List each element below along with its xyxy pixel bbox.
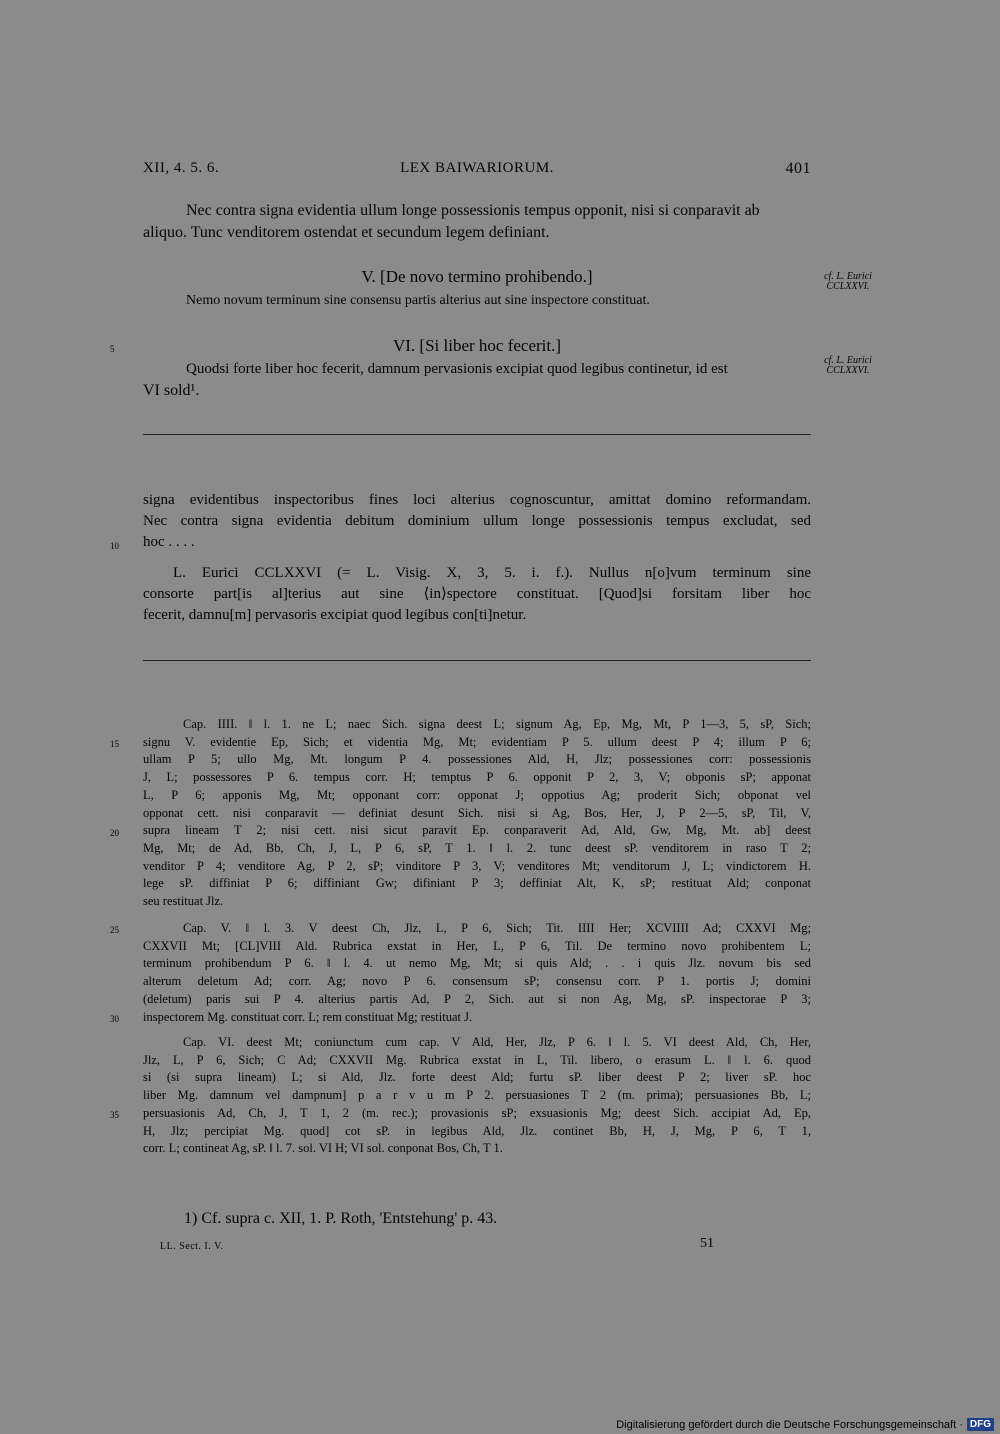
apparatus-line: L, P 6; apponis Mg, Mt; opponant corr: opponat J; oppotius Ag; proderit Sich; obponat vel — [143, 787, 811, 802]
credit-text: Digitalisierung gefördert durch die Deutsche Forschungsgemeinschaft · — [616, 1418, 963, 1431]
running-header — [143, 160, 811, 182]
header-title: LEX BAIWARIORUM. — [400, 160, 554, 176]
eurici-line: consorte part[is al]terius aut sine ⟨in⟩spectore constituat. [Quod]si forsitam liber hoc — [143, 586, 811, 602]
chapter-5-text: Nemo novum terminum sine consensu partis alterius aut sine inspectore constituat. — [186, 293, 650, 308]
printer-signature: LL. Sect. I. V. — [160, 1241, 224, 1252]
line-number: 5 — [110, 344, 115, 354]
margin-ref-line: CCLXXVI. — [826, 281, 870, 292]
text-line-2: aliquo. Tunc venditorem ostendat et secundum legem definiant. — [143, 224, 550, 241]
digitization-credit — [616, 1418, 994, 1431]
eurici-line: L. Eurici CCLXXVI (= L. Visig. X, 3, 5. i. f.). Nullus n[o]vum terminum sine — [173, 565, 811, 581]
apparatus-line: CXXVII Mt; [CL]VIII Ald. Rubrica exstat in Her, L, P 6, Til. De termino novo prohibentem L; — [143, 938, 811, 953]
margin-ref-line: cf. L. Eurici — [824, 355, 872, 366]
apparatus-line: persuasionis Ad, Ch, J, T 1, 2 (m. rec.); provasionis sP; exsuasionis Mg; deest Sich. accipiat Ad, Ep, — [143, 1105, 811, 1120]
comparison-line: Nec contra signa evidentia debitum dominium ullum longe possessionis tempus excludat, sed — [143, 513, 811, 529]
apparatus-line: J, L; possessores P 6. tempus corr. H; temptus P 6. opponit P 2, 3, V; obponis sP; apponat — [143, 770, 811, 785]
chapter-6-text-line-1: Quodsi forte liber hoc fecerit, damnum pervasionis excipiat quod legibus continetur, id est — [186, 361, 728, 377]
line-number: 15 — [110, 739, 119, 749]
text-line — [186, 200, 760, 222]
apparatus-line: ullam P 5; ullo Mg, Mt. longum P 4. possessiones Ald, H, Jlz; possessiones corr: possessionis — [143, 752, 811, 767]
apparatus-line: Cap. IIII. ‖ l. 1. ne L; naec Sich. signa deest L; signum Ag, Ep, Mg, Mt, P 1—3, 5, sP, Sich; — [183, 717, 811, 731]
apparatus-line: opponat cett. nisi conparavit — definiat desunt Sich. nisi si Ag, Bos, Her, J, P 2—5, sP, Til, V, — [143, 805, 811, 820]
apparatus-line: supra lineam T 2; nisi cett. nisi sicut paravit Ep. conparaverit Ad, Ald, Gw, Mg, Mt. ab] deest — [143, 823, 811, 838]
comparison-line: hoc . . . . — [143, 534, 195, 550]
margin-reference-cap5 — [813, 272, 883, 292]
page-number: 401 — [785, 160, 811, 177]
apparatus-line: venditor P 4; venditore Ag, P 2, sP; vinditore P 3, V; venditores Mt; venditorum J, L; vindictorem H. — [143, 858, 811, 873]
apparatus-line: H, Jlz; percipiat Mg. quod] cot sP. in legibus Ald, Jlz. continet Bb, H, J, Mg, P 6, T 1, — [143, 1123, 811, 1138]
footnote: 1) Cf. supra c. XII, 1. P. Roth, 'Entstehung' p. 43. — [184, 1210, 498, 1227]
line-number: 10 — [110, 541, 119, 551]
sheet-number: 51 — [700, 1236, 714, 1251]
apparatus-line: si (si supra lineam) L; si Ald, Jlz. forte deest Ald; furtu sP. liber deest P 2; liver sP. hoc — [143, 1070, 811, 1085]
apparatus-line: alterum deletum Ad; corr. Ag; novo P 6. consensum sP; consensu corr. P 1. portis J; domini — [143, 974, 811, 989]
apparatus-line: corr. L; contineat Ag, sP. ‖ l. 7. sol. VI H; VI sol. conponat Bos, Ch, T 1. — [143, 1141, 503, 1156]
text-line-1: Nec contra signa evidentia ullum longe possessionis tempus opponit, nisi si conparavit ab — [186, 202, 760, 219]
apparatus-line: inspectorem Mg. constituat corr. L; rem constituat Mg; restituat J. — [143, 1009, 473, 1024]
chapter-5-heading: V. [De novo termino prohibendo.] — [361, 267, 593, 286]
comparison-text — [143, 490, 811, 553]
apparatus-line: Cap. V. ‖ l. 3. V deest Ch, Jlz, L, P 6, Sich; Tit. IIII Her; XCVIIII Ad; CXXVI Mg; — [183, 921, 811, 935]
eurici-line: fecerit, damnu[m] pervasoris excipiat quod legibus con[ti]netur. — [143, 607, 527, 623]
apparatus-cap6 — [143, 1034, 811, 1158]
margin-reference-cap6 — [813, 356, 883, 376]
margin-ref-line: cf. L. Eurici — [824, 271, 872, 282]
apparatus-line: Jlz, L, P 6, Sich; C Ad; CXXVII Mg. Rubrica exstat in L, Til. libero, o erasum L. ‖ l. 6. quod — [143, 1052, 811, 1067]
apparatus-cap4 — [143, 716, 811, 911]
eurici-text — [143, 563, 811, 626]
apparatus-line: liber Mg. damnum vel dampnum] p a r v u m P 2. persuasiones T 2 (m. prima); persuasiones Bb, L; — [143, 1088, 811, 1103]
line-number: 25 — [110, 925, 119, 935]
apparatus-line: Mg, Mt; de Ad, Bb, Ch, J, L, P 6, sP, T 1. ‖ l. 2. tunc deest sP. venditorem in raso T 2; — [143, 840, 811, 855]
separator-rule — [143, 434, 811, 435]
comparison-line: signa evidentibus inspectoribus fines loci alterius cognoscuntur, amittat domino reformandam. — [143, 492, 811, 508]
apparatus-line: seu restituat Jlz. — [143, 894, 224, 909]
line-number: 20 — [110, 828, 119, 838]
apparatus-line: (deletum) paris sui P 4. alterius partis Ad, P 2, Sich. aut si non Ag, Mg, sP. inspectorae P 3; — [143, 991, 811, 1006]
line-number: 35 — [110, 1110, 119, 1120]
chapter-6-heading: VI. [Si liber hoc fecerit.] — [392, 336, 562, 355]
apparatus-line: Cap. VI. deest Mt; coniunctum cum cap. V Ald, Her, Jlz, P 6. ‖ l. 5. VI deest Ald, Ch, Her, — [183, 1035, 811, 1049]
text-line — [143, 222, 550, 244]
separator-rule — [143, 660, 811, 661]
apparatus-cap5 — [143, 920, 811, 1026]
apparatus-line: terminum prohibendum P 6. ‖ l. 4. ut nemo Mg, Mt; si quis Ald; . . i quis Jlz. novum bis sed — [143, 956, 811, 971]
margin-ref-line: CCLXXVI. — [826, 365, 870, 376]
header-section-ref: XII, 4. 5. 6. — [143, 160, 220, 176]
dfg-logo-icon: DFG — [967, 1418, 994, 1431]
chapter-6-text-line-2: VI sold¹. — [143, 382, 200, 399]
apparatus-line: lege sP. diffiniat P 6; diffiniant Gw; difiniant P 3; deffiniat Alt, K, sP; restituat Ald; conponat — [143, 876, 811, 891]
line-number: 30 — [110, 1014, 119, 1024]
apparatus-line: signu V. evidentie Ep, Sich; et videntia Mg, Mt; evidentiam P 5. ullum deest P 4; illum P 6; — [143, 734, 811, 749]
